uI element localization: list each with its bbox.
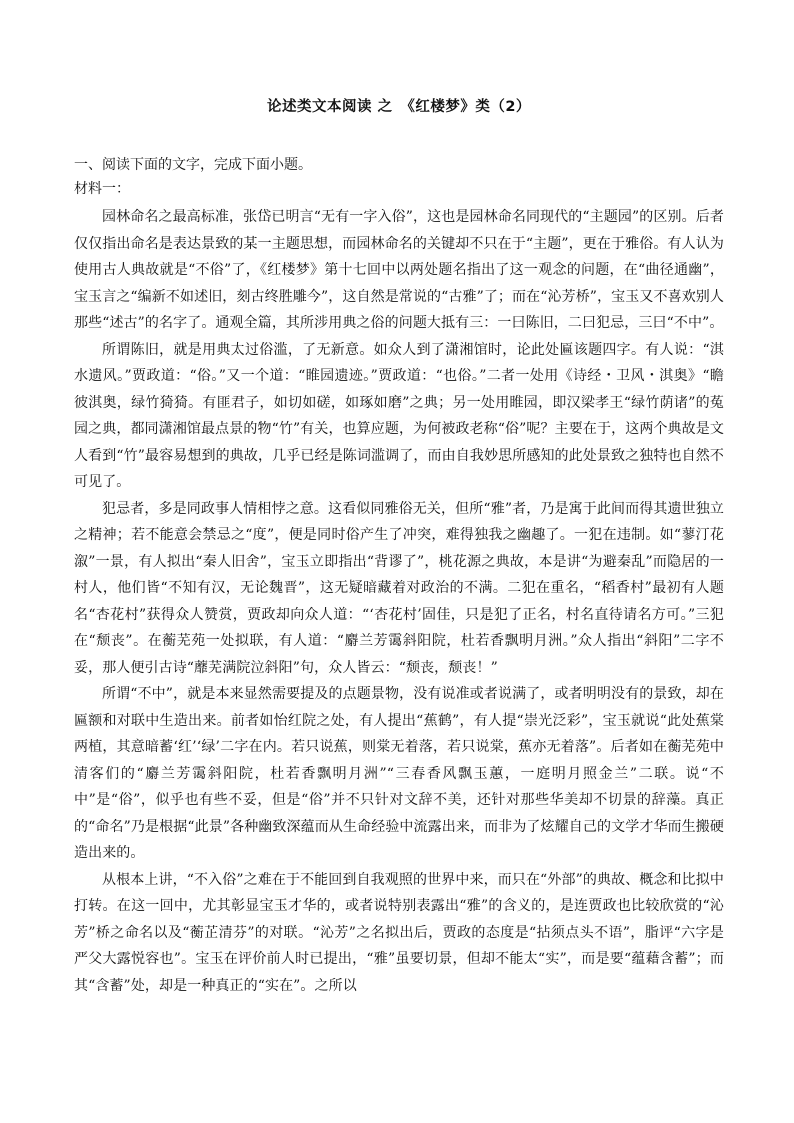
paragraph-1: 园林命名之最高标准，张岱已明言“无有一字入俗”，这也是园林命名同现代的“主题园”的区别。后者仅仅指出命名是表达景致的某一主题思想，而园林命名的关键却不只在于“主题”，更在于雅俗。有人认为使用古人典故就是“不俗”了，《红楼梦》第十七回中以两处题名指出了这一观念的问题，在“曲径通幽”，宝玉言之“编新不如述旧，刻古终胜雕今”，这自然是常说的“古雅”了；而在“沁芳桥”，宝玉又不喜欢别人那些“述古”的名字了。通观全篇，其所涉用典之俗的问题大抵有三：一曰陈旧，二曰犯忌，三曰“不中”。 bbox=[74, 209, 724, 331]
paragraph-4: 所谓“不中”，就是本来显然需要提及的点题景物，没有说准或者说满了，或者明明没有的景致，却在匾额和对联中生造出来。前者如怡红院之处，有人提出“蕉鹤”，有人提“崇光泛彩”，宝玉就说“此处蕉棠两植，其意暗蓄‘红’‘绿’二字在内。若只说蕉，则棠无着落，若只说棠，蕉亦无着落”。后者如在蘅芜苑中清客们的“麝兰芳霭斜阳院，杜若香飘明月洲”“三春香风飘玉蕙，一庭明月照金兰”二联。说“不中”是“俗”，似乎也有些不妥，但是“俗”并不只针对文辞不美，还针对那些华美却不切景的辞藻。真正的“命名”乃是根据“此景”各种幽致深蕴而从生命经验中流露出来，而非为了炫耀自己的文学才华而生搬硬造出来的。 bbox=[74, 686, 724, 861]
material-label: 材料一： bbox=[74, 181, 130, 197]
paragraph-3: 犯忌者，多是同政事人情相悖之意。这看似同雅俗无关，但所“雅”者，乃是寓于此间而得其遗世独立之精神；若不能意会禁忌之“度”，便是同时俗产生了冲突，难得独我之幽趣了。一犯在违制。如“蓼汀花溆”一景，有人拟出“秦人旧舍”，宝玉立即指出“背谬了”，桃花源之典故，本是讲“为避秦乱”而隐居的一村人，他们皆“不知有汉，无论魏晋”，这无疑暗藏着对政治的不满。二犯在重名，“稻香村”最初有人题名“杏花村”获得众人赞赏，贾政却向众人道：“‘杏花村’固佳，只是犯了正名，村名直待请名方可。”三犯在“颓丧”。在蘅芜苑一处拟联，有人道：“麝兰芳霭斜阳院，杜若香飘明月洲。”众人指出“斜阳”二字不妥，那人便引古诗“蘼芜满院泣斜阳”句，众人皆云：“颓丧，颓丧！” bbox=[74, 500, 724, 676]
document-page bbox=[74, 96, 724, 999]
paragraph-5: 从根本上讲，“不入俗”之难在于不能回到自我观照的世界中来，而只在“外部”的典故、概念和比拟中打转。在这一回中，尤其彰显宝玉才华的，或者说特别表露出“雅”的含义的，是连贾政也比较欣赏的“沁芳”桥之命名以及“蘅芷清芬”的对联。“沁芳”之名拟出后，贾政的态度是“拈须点头不语”，脂评“六字是严父大露悦容也”。宝玉在评价前人时已提出，“雅”虽要切景，但却不能太“实”，而是要“蕴藉含蓄”；而其“含蓄”处，却是一种真正的“实在”。之所以 bbox=[74, 871, 724, 994]
document-title: 论述类文本阅读 之 《红楼梦》类（2） bbox=[267, 99, 531, 115]
paragraph-2: 所谓陈旧，就是用典太过俗滥，了无新意。如众人到了潇湘馆时，论此处匾该题四字。有人说：“淇水遗风。”贾政道：“俗。”又一个道：“睢园遗迹。”贾政道：“也俗。”二者一处用《诗经・卫风・淇奥》“瞻彼淇奥，绿竹猗猗。有匪君子，如切如磋，如琢如磨”之典；另一处用睢园，即汉梁孝王“绿竹荫诸”的菟园之典，都同潇湘馆最点景的物“竹”有关，也算应题，为何被政老称“俗”呢？主要在于，这两个典故是文人看到“竹”最容易想到的典故，几乎已经是陈词滥调了，而由自我妙思所感知的此处景致之独特也自然不可见了。 bbox=[74, 341, 724, 490]
section-heading: 一、阅读下面的文字，完成下面小题。 bbox=[74, 157, 312, 173]
